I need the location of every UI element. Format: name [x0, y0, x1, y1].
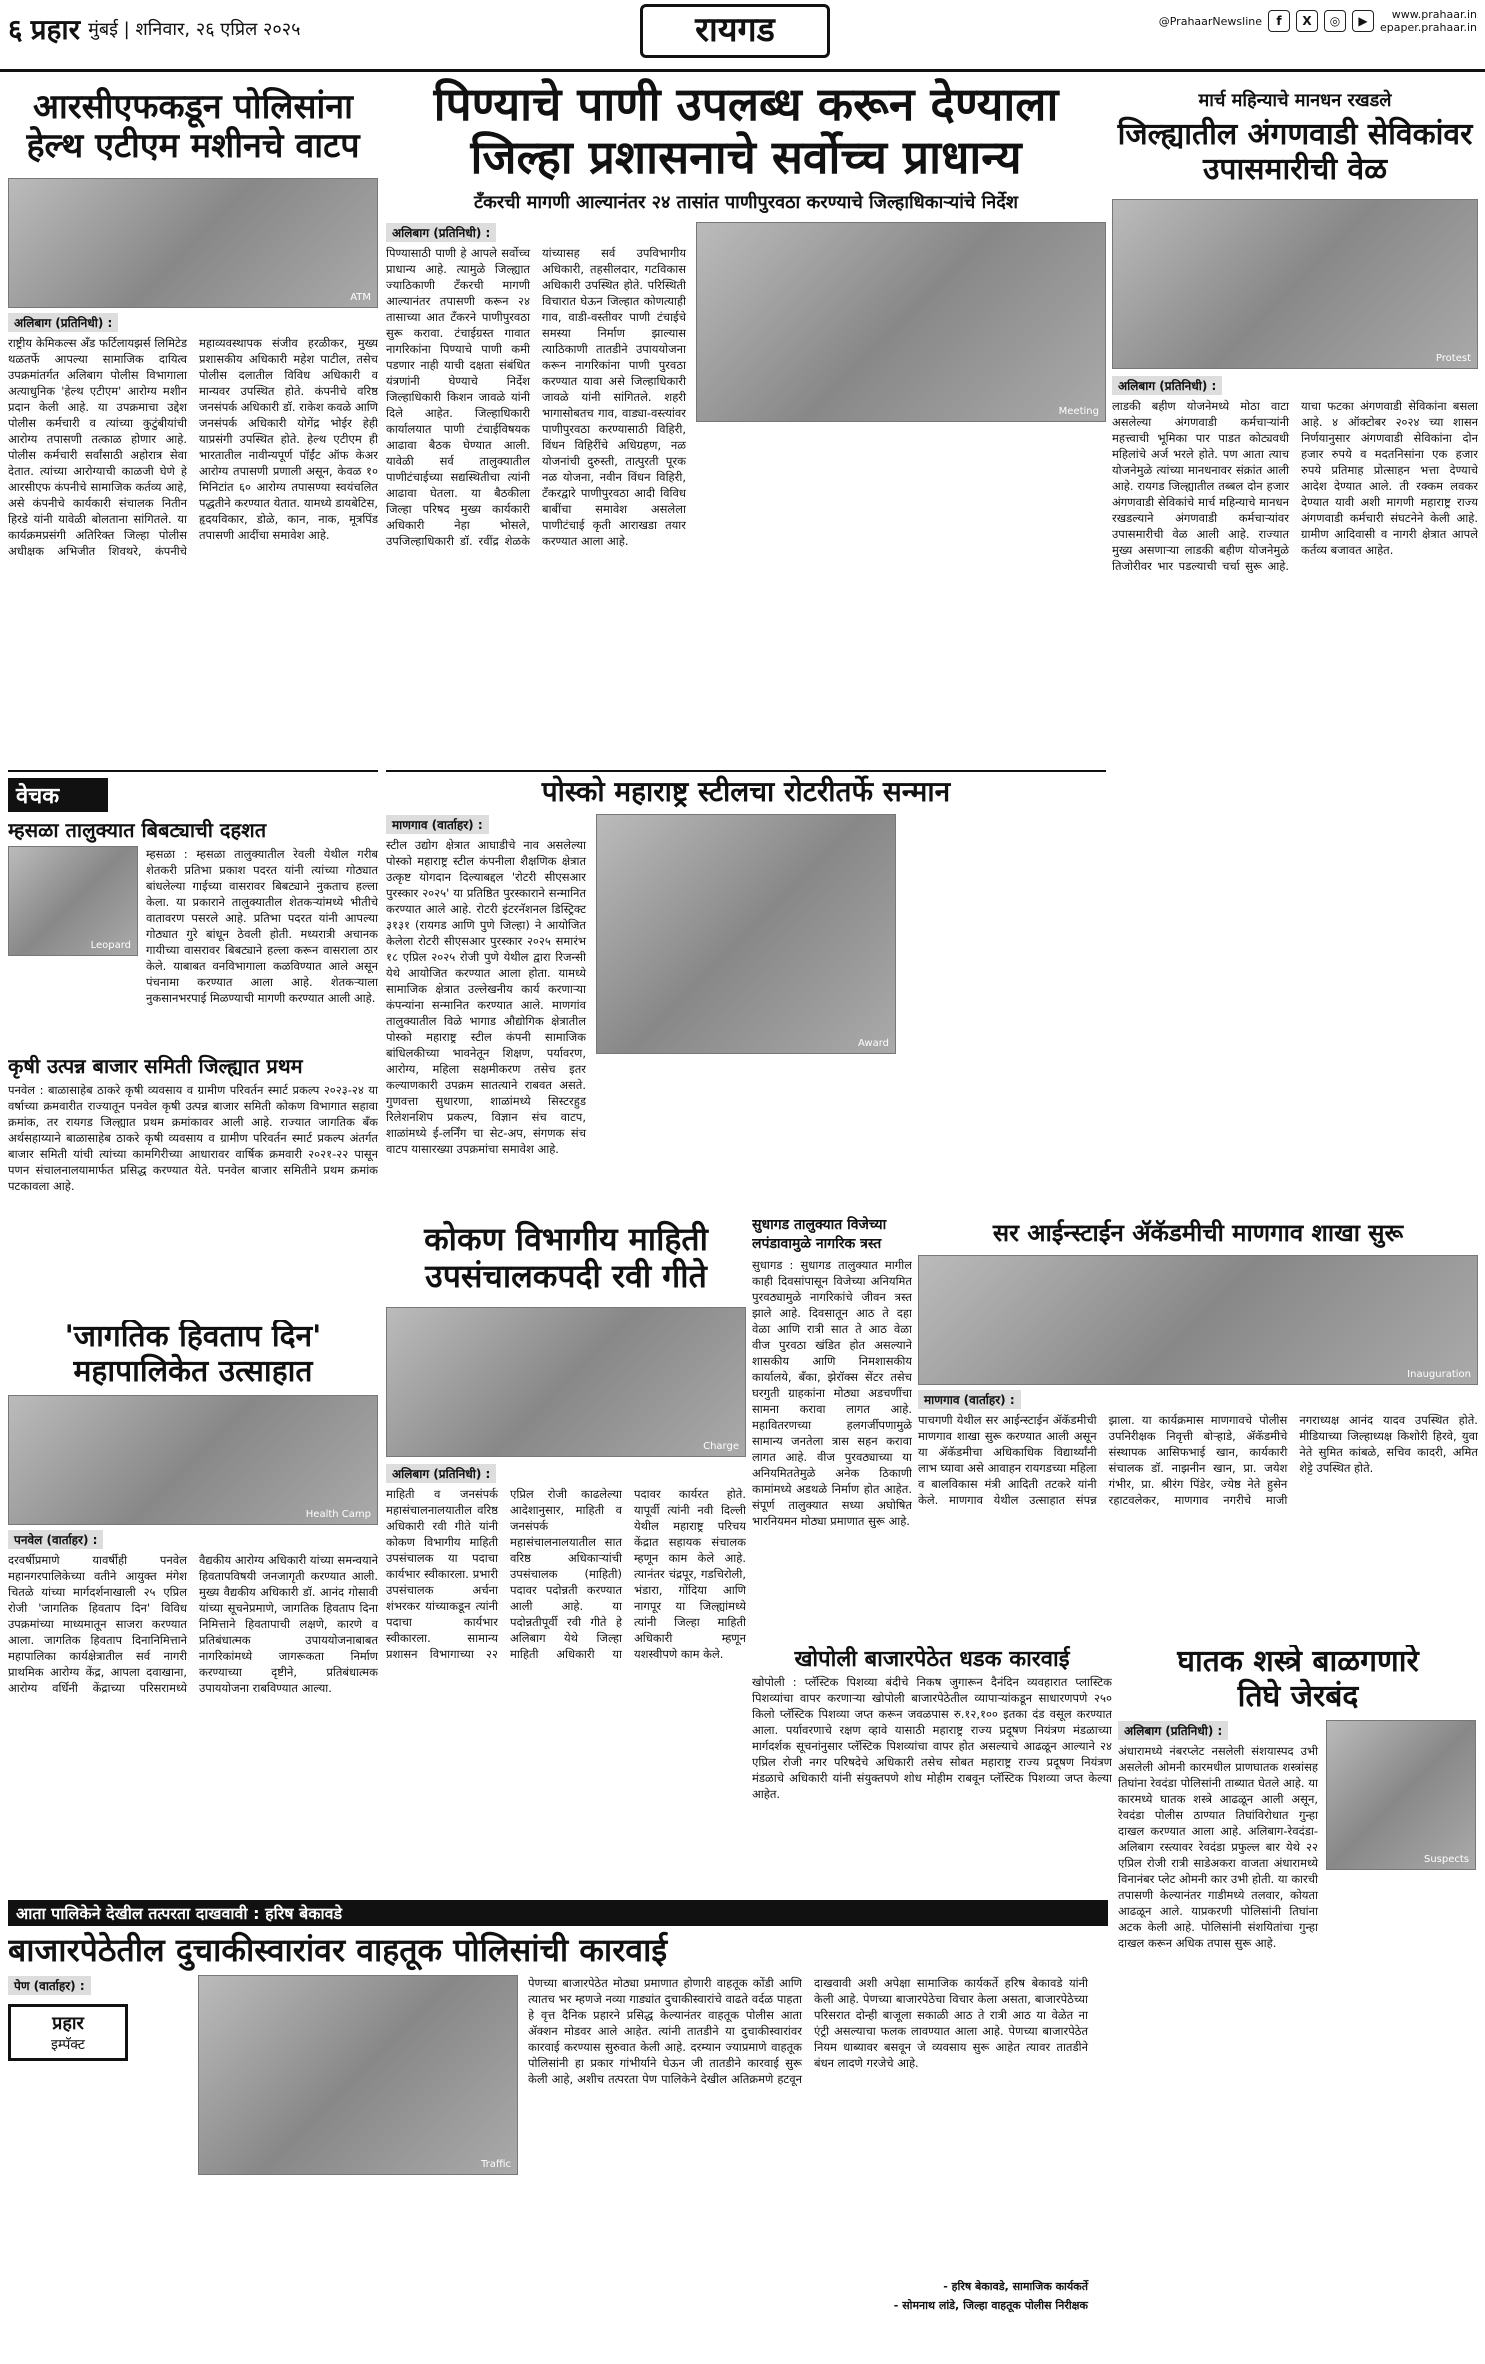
article-malaria: [8, 1320, 378, 1890]
water-byline: अलिबाग (प्रतिनिधी) :: [386, 223, 496, 242]
rcf-body: राष्ट्रीय केमिकल्स अँड फर्टिलायझर्स लिमिटेड थळतर्फे आपल्या सामाजिक दायित्व उपक्रमांतर्गत अलिबाग पोलीस विभागाला अत्याधुनिक 'हेल्थ एटीएम' आरोग्य मशीन प्रदान केली आहे. या उपक्रमाचा उद्देश पोलीस कर्मचारी व त्यांच्या कुटुंबीयांची आरोग्य तपासणी तत्काळ होणार आहे. पोलीस कर्मचारी सर्वांसाठी अहोरात्र सेवा देतात. त्यांच्या आरोग्याची काळजी घेणे हे आरसीएफ कंपनीचे सामाजिक कर्तव्य आहे, असे कंपनीचे कार्यकारी संचालक नितीन हिरडे यांनी यावेळी बोलताना सांगितले. या कार्यक्रमप्रसंगी अतिरिक्त जिल्हा पोलीस अधीक्षक अभिजीत शिवथरे, कंपनीचे महाव्यवस्थापक संजीव हरळीकर, मुख्य प्रशासकीय अधिकारी महेश पाटील, तसेच पोलीस दलातील विविध अधिकारी व मान्यवर उपस्थित होते. कंपनीचे वरिष्ठ जनसंपर्क अधिकारी डॉ. राकेश कवळे आणि जनसंपर्क अधिकारी योगेंद्र भोईर हेही याप्रसंगी उपस्थित होते. हेल्थ एटीएम ही भारतातील नावीन्यपूर्ण पॉईंट ऑफ केअर आरोग्य तपासणी प्रणाली असून, केवळ १० मिनिटांत ६० आरोग्य तपासण्या स्वयंचलित पद्धतीने करण्यात येतात. यामध्ये डायबेटिस, हृदयविकार, डोळे, कान, नाक, मूत्रपिंड तपासणी आदींचा समावेश आहे.: [8, 336, 378, 559]
edition-date: मुंबई | शनिवार, २६ एप्रिल २०२५: [88, 19, 301, 40]
anganwadi-headline: जिल्ह्यातील अंगणवाडी सेविकांवर उपासमारीची वेळ: [1117, 117, 1473, 187]
leopard-photo: Leopard: [8, 846, 138, 956]
paper-name: प्रहार: [30, 13, 81, 46]
konkan-body: माहिती व जनसंपर्क महासंचालनालयातील वरिष्ठ अधिकारी रवी गीते यांनी कोकण विभागीय माहिती उपसंचालक या पदाचा कार्यभार स्वीकारला. प्रभारी उपसंचालक अर्चना शंभरकर यांच्याकडून त्यांनी पदाचा कार्यभार स्वीकारला. सामान्य प्रशासन विभागाच्या २२ एप्रिल रोजी काढलेल्या आदेशानुसार, माहिती व जनसंपर्क महासंचालनालयातील सात वरिष्ठ अधिकाऱ्यांची उपसंचालक (माहिती) पदावर पदोन्नती करण्यात आली आहे. या पदोन्नतीपूर्वी रवी गीते हे अलिबाग येथे जिल्हा माहिती अधिकारी या पदावर कार्यरत होते. यापूर्वी त्यांनी नवी दिल्ली येथील महाराष्ट्र परिचय केंद्रात सहायक संचालक म्हणून काम केले आहे. त्यानंतर चंद्रपूर, गडचिरोली, भंडारा, गोंदिया आणि नागपूर या जिल्ह्यांमध्ये त्यांनी जिल्हा माहिती अधिकारी म्हणून यशस्वीपणे काम केले.: [386, 1486, 746, 1661]
article-pen: [8, 1900, 1108, 2355]
sudhagad-headline-line2: लपंडावामुळे नागरिक त्रस्त: [752, 1236, 882, 1252]
weapons-headline-line2: तिघे जेरबंद: [1237, 1678, 1359, 1714]
section-title: रायगड: [640, 4, 830, 58]
weapons-byline: अलिबाग (प्रतिनिधी) :: [1118, 1721, 1228, 1740]
rcf-headline: आरसीएफकडून पोलिसांना हेल्थ एटीएम मशीनचे वाटप: [26, 87, 360, 167]
water-body: पिण्यासाठी पाणी हे आपले सर्वोच्च प्राधान्य आहे. त्यामुळे जिल्ह्यात ज्याठिकाणी टँकरची मागणी आल्यानंतर तपासणी करून २४ तासाच्या आत टँकरने पाणीपुरवठा सुरू करावा. टंचाईग्रस्त गावात नागरिकांना पिण्याचे पाणी कमी पडणार नाही याची दक्षता संबंधित यंत्रणांनी घेण्याचे निर्देश जिल्हाधिकारी किशन जावळे यांनी दिले आहेत. जिल्हाधिकारी कार्यालयात पाणी टंचाईविषयक आढावा बैठक घेण्यात आली. यावेळी सर्व तालुक्यातील पाणीटंचाईच्या सद्यस्थितीचा त्यांनी आढावा घेतला. या बैठकीला जिल्हा परिषद मुख्य कार्यकारी अधिकारी नेहा भोसले, उपजिल्हाधिकारी डॉ. रवींद्र शेळके यांच्यासह सर्व उपविभागीय अधिकारी, तहसीलदार, गटविकास अधिकारी उपस्थित होते. परिस्थिती विचारात घेऊन जिल्हात कोणत्याही गाव, वाडी-वस्तीवर पाणी टंचाईचे समस्या निर्माण झाल्यास त्याठिकाणी तातडीने उपाययोजना करून नागरिकांना पाणी पुरवठा करण्यात यावा असे जिल्हाधिकारी जावळे यांनी सांगितले. शहरी भागासोबतच गाव, वाड्या-वस्त्यांवर पाणीपुरवठा करण्यासाठी विहिरी, विंधन विहिरींचे अधिग्रहण, नळ योजनांची दुरुस्ती, तात्पुरती पूरक नळ योजना, नवीन विंधन विहिरी, टँकरद्वारे पाणीपुरवठा आदी विविध बाबींचा समावेश असलेला पाणीटंचाई कृती आराखडा तयार करण्यात आला आहे.: [386, 245, 686, 548]
sudhagad-body: सुधागड : सुधागड तालुक्यात मागील काही दिवसांपासून विजेच्या अनियमित पुरवठ्यामुळे नागरिकांचे जीवन त्रस्त झाले आहे. दिवसातून आठ ते दहा वेळा आणि रात्री सात ते आठ वेळा वीज पुरवठा खंडित होत असल्याने शासकीय आणि निमशासकीय कार्यालये, बँका, झेरॉक्स सेंटर तसेच घरगुती ग्राहकांना मोठ्या अडचणींचा सामना करावा लागत आहे. महावितरणच्या हलगर्जीपणामुळे सामान्य जनतेला त्रास सहन करावा लागत आहे. वीज पुरवठ्याच्या या अनियमिततेमुळे अनेक ठिकाणी कामांमध्ये अडथळे निर्माण होत आहेत. संपूर्ण तालुक्यात सध्या अघोषित भारनियमन मोठ्या प्रमाणात सुरू आहे.: [752, 1258, 912, 1528]
konkan-byline: अलिबाग (प्रतिनिधी) :: [386, 1464, 496, 1483]
anganwadi-body: लाडकी बहीण योजनेमध्ये मोठा वाटा असलेल्या अंगणवाडी कर्मचाऱ्यांनी महत्त्वाची भूमिका पार पाडत कोट्यवधी महिलांचे अर्ज भरले होते. पण आता त्याच योजनेमुळे त्यांच्या मानधनावर संक्रांत आली आहे. रायगड जिल्ह्यातील तब्बल दोन हजार अंगणवाडी सेविकांचे मार्च महिन्याचे मानधन रखडल्याने अंगणवाडी कर्मचाऱ्यांवर उपासमारीची वेळ आली आहे. राज्यात मुख्य असणाऱ्या लाडकी बहीण योजनेमुळे तिजोरीवर भार पडल्याची चर्चा सुरू आहे. याचा फटका अंगणवाडी सेविकांना बसला आहे. ४ ऑक्टोबर २०२४ च्या शासन निर्णयानुसार अंगणवाडी सेविकांना दोन हजार रुपये व मदतनिसांना एक हजार रुपये प्रतिमाह प्रोत्साहन भत्ता देण्याचे आदेश देण्यात आले. ती रक्कम लवकर देण्यात यावी अशी मागणी महाराष्ट्र राज्य अंगणवाडी कर्मचारी संघटनेने केली आहे. ग्रामीण आदिवासी व नागरी क्षेत्रात आपले कर्तव्य बजावत आहेत.: [1112, 399, 1478, 573]
malaria-body: दरवर्षीप्रमाणे यावर्षीही पनवेल महानगरपालिकेच्या वतीने आयुक्त मंगेश चितळे यांच्या मार्गदर्शनाखाली २५ एप्रिल रोजी 'जागतिक हिवताप दिन' विविध उपक्रमांच्या माध्यमातून साजरा करण्यात आला. जागतिक हिवताप दिनानिमित्ताने महापालिका कार्यक्षेत्रातील सर्व नागरी प्राथमिक आरोग्य केंद्र, आपला दवाखाना, आरोग्य वर्धिनी केंद्राच्या परिसरामध्ये वैद्यकीय आरोग्य अधिकारी यांच्या समन्वयाने हिवतापविषयी जनजागृती करण्यात आली. मुख्य वैद्यकीय अधिकारी डॉ. आनंद गोसावी यांच्या सूचनेप्रमाणे, जागतिक हिवताप दिना निमित्ताने हिवतापाची लक्षणे, कारणे व प्रतिबंधात्मक उपाययोजनाबाबत नागरिकांमध्ये जागरूकता निर्माण करण्याच्या दृष्टीने, प्रतिबंधात्मक उपाययोजना राबविण्यात आल्या.: [8, 1553, 378, 1695]
anganwadi-photo: Protest: [1112, 199, 1478, 369]
anganwadi-kicker: मार्च महिन्याचे मानधन रखडले: [1198, 90, 1392, 111]
facebook-icon[interactable]: f: [1268, 10, 1290, 32]
anganwadi-byline: अलिबाग (प्रतिनिधी) :: [1112, 376, 1222, 395]
epaper-link[interactable]: epaper.prahaar.in: [1380, 21, 1477, 34]
einstein-photo: Inauguration: [918, 1255, 1478, 1385]
website-link[interactable]: www.prahaar.in: [1391, 8, 1477, 21]
leopard-body: म्हसळा : म्हसळा तालुक्यातील रेवली येथील गरीब शेतकरी प्रतिभा प्रकाश पदरत यांनी त्यांच्या गोठ्यात बांधलेल्या गाईच्या वासरावर बिबट्याने नुकताच हल्ला केला. या प्रकाराने तालुक्यातील शेतकऱ्यांमध्ये भीतीचे वातावरण पसरले आहे. प्रतिभा पदरत यांनी आपल्या गोठ्यात गुरे बांधून ठेवली होती. मध्यरात्री अचानक गायीच्या वासरावर बिबट्याने हल्ला करून वासराला ठार केले. याबाबत वनविभागाला कळविण्यात आले असून पंचनामा करण्यात आला आहे. शेतकऱ्याला नुकसानभरपाई मिळण्याची मागणी करण्यात आली आहे.: [146, 847, 378, 1005]
water-headline-line2: जिल्हा प्रशासनाचे सर्वोच्च प्राधान्य: [470, 129, 1022, 184]
malaria-headline-line2: महापालिकेत उत्साहात: [73, 1353, 313, 1389]
prahaar-impact-stamp: प्रहार इम्पॅक्ट: [8, 2004, 128, 2061]
posco-award-photo: Award: [596, 814, 896, 1054]
water-headline-line1: पिण्याचे पाणी उपलब्ध करून देण्याला: [433, 78, 1059, 131]
khopoli-headline: खोपोली बाजारपेठेत धडक कारवाई: [794, 1646, 1070, 1672]
article-rcf: [8, 78, 378, 768]
article-khopoli: [752, 1645, 1112, 1915]
pen-banner: आता पालिकेने देखील तत्परता दाखवावी : हरिष बेकावडे: [8, 1900, 1108, 1926]
posco-body: स्टील उद्योग क्षेत्रात आघाडीचे नाव असलेल्या पोस्को महाराष्ट्र स्टील कंपनीला शैक्षणिक क्षेत्रात उत्कृष्ट योगदान दिल्याबद्दल 'रोटरी सीएसआर पुरस्कार २०२५' या प्रतिष्ठित पुरस्काराने सन्मानित करण्यात आले आहे. रोटरी इंटरनॅशनल डिस्ट्रिक्ट ३१३१ (रायगड आणि पुणे जिल्हा) ने आयोजित केलेला रोटरी सीएसआर पुरस्कार २०२५ समारंभ १८ एप्रिल २०२५ रोजी पुणे येथील द्वारा रिजन्सी येथे आयोजित करण्यात आला होता. यामध्ये सामाजिक क्षेत्रात उल्लेखनीय कार्य करणाऱ्या कंपन्यांना सन्मानित करण्यात आले. माणगांव तालुक्यातील विळे भागाड औद्योगिक क्षेत्रातील पोस्को महाराष्ट्र स्टील कंपनी सामाजिक बांधिलकीच्या भावनेतून शिक्षण, पर्यावरण, आरोग्य, महिला सक्षमीकरण तसेच इतर कल्याणकारी उपक्रम सातत्याने राबवत असते. गुणवत्ता सुधारणा, शाळांमध्ये सिस्टरहुड रिलेशनशिप प्रकल्प, विज्ञान संच वाटप, शाळांमध्ये ई-लर्निंग चा सेट-अप, संगणक संच वाटप यासारख्या उपक्रमांचा समावेश आहे.: [386, 838, 586, 1157]
malaria-headline-line1: 'जागतिक हिवताप दिन': [64, 1320, 322, 1354]
divider: [8, 770, 378, 772]
pen-body: पेणच्या बाजारपेठेत मोठ्या प्रमाणात होणारी वाहतूक कोंडी आणि त्यातच भर म्हणजे नव्या गाड्यांत दुचाकीस्वारांचे वाढते वर्दळ पाहता हे वृत्त दैनिक प्रहारने प्रसिद्ध केल्यानंतर वाहतूक पोलीस आता ॲक्शन मोडवर आले आहेत. त्यांनी तातडीने या दुचाकीस्वारांवर कारवाई करण्यास सुरुवात केली आहे. दरम्यान ज्याप्रमाणे वाहतूक पोलिसांनी हा प्रकार गांभीर्याने घेऊन जी तातडीने कारवाई सुरू केली आहे, अशीच तत्परता पेण पालिकेने देखील अतिक्रमणे हटवून दाखवावी अशी अपेक्षा सामाजिक कार्यकर्ते हरिष बेकावडे यांनी केली आहे. पेणच्या बाजारपेठेचा विचार केला असता, बाजारपेठेच्या परिसरात दोन्ही बाजूला सकाळी आठ ते रात्री आठ या वेळेत ना एंट्री असल्याचा फलक लावण्यात आला आहे. पेणच्या बाजारपेठेत नियम धाब्यावर बसवून जे व्यवसाय सुरू आहेत त्यावर तातडीने बंधन लादणे गरजेचे आहे.: [528, 1975, 1088, 2086]
vechak-label: वेचक: [8, 778, 108, 812]
page-number: ६: [8, 13, 23, 46]
sudhagad-headline-line1: सुधागड तालुक्यात विजेच्या: [752, 1217, 887, 1233]
article-einstein: [918, 1215, 1478, 1635]
malaria-byline: पनवेल (वार्ताहर) :: [8, 1530, 103, 1549]
weapons-body: अंधारामध्ये नंबरप्लेट नसलेली संशयास्पद उभी असलेली ओमनी कारमधील प्राणघातक शस्त्रांसह तिघांना रेवदंडा पोलिसांनी ताब्यात घेतले आहे. या कारमध्ये घातक शस्त्रे आढळून आली असून, रेवदंडा पोलीस ठाण्यात तिघांविरोधात गुन्हा दाखल करण्यात आला आहे. अलिबाग-रेवदंडा-अलिबाग रस्त्यावर रेवदंडा प्रफुल्ल बार येथे २२ एप्रिल रोजी रात्री साडेअकरा वाजता अंधारामध्ये विनानंबर प्लेट ओमनी कार उभी होती. या कारची तपासणी केल्यानंतर गाडीमध्ये तलवार, कोयता आढळून आले. याप्रकरणी पोलिसांनी तिघांना अटक केली आहे. पोलिसांनी संशयितांचा गुन्हा दाखल करून अधिक तपास सुरू आहे.: [1118, 1744, 1318, 1950]
vechak-column: [8, 778, 378, 1308]
traffic-photo: Traffic: [198, 1975, 518, 2175]
suspects-photo: Suspects: [1326, 1720, 1476, 1870]
einstein-body: पाचगणी येथील सर आईन्स्टाईन ॲकॅडमीची माणगाव शाखा सुरू करण्यात आली असून या ॲकॅडमीचा अधिकाधिक विद्यार्थ्यांनी लाभ घ्यावा असे आवाहन रायगडच्या महिला व बालविकास मंत्री आदिती तटकरे यांनी केले. माणगाव येथील उत्साहात संपन्न झाला. या कार्यक्रमास माणगावचे पोलीस उपनिरीक्षक निवृत्ती बोऱ्हाडे, ॲकॅडमीचे संस्थापक आसिफभाई खान, कार्यकारी संचालक डॉ. नाझनीन खान, प्रा. जयेश गंभीर, प्रा. श्रीरंग पिंडेर, ज्येष्ठ नेते हुसेन रहाटवलेकर, माणगाव नगरीचे माजी नगराध्यक्ष आनंद यादव उपस्थित होते. मीडियाच्या जिल्हाध्यक्ष किशोरी हिरवे, युवा नेते सुमित कांबळे, सचिव कादरी, अमित शेट्टे उपस्थित होते.: [918, 1412, 1478, 1507]
posco-byline: माणगाव (वार्ताहर) :: [386, 815, 489, 834]
einstein-byline: माणगाव (वार्ताहर) :: [918, 1390, 1021, 1409]
instagram-icon[interactable]: ◎: [1324, 10, 1346, 32]
konkan-photo: Charge: [386, 1307, 746, 1457]
weapons-headline-line1: घातक शस्त्रे बाळगणारे: [1177, 1645, 1419, 1679]
youtube-icon[interactable]: ▶: [1352, 10, 1374, 32]
x-icon[interactable]: X: [1296, 10, 1318, 32]
article-konkan: [386, 1215, 746, 1795]
malaria-photo: Health Camp: [8, 1395, 378, 1525]
khopoli-body: खोपोली : प्लॅस्टिक पिशव्या बंदीचे निकष जुगारून दैनंदिन व्यवहारात प्लास्टिक पिशव्यांचा वापर करणाऱ्या खोपोली बाजारपेठेतील व्यापाऱ्यांकडून साधारणपणे २५० किलो प्लॅस्टिक पिशव्या जप्त करून जवळपास रु.१२,१०० इतका दंड वसूल करण्यात आला. पर्यावरणाचे रक्षण व्हावे यासाठी महाराष्ट्र राज्य प्रदूषण नियंत्रण मंडळाच्या मार्गदर्शक सूचनांनुसार प्लॅस्टिक पिशव्यांचा वापर होत असल्याचे आढळून आल्याने २४ एप्रिल रोजी नगर परिषदेचे अधिकारी तसेच सोबत महाराष्ट्र राज्य प्रदूषण नियंत्रण मंडळाचे अधिकारी यांनी संयुक्तपणे शोध मोहीम राबवून प्लॅस्टिक पिशव्या जप्त केल्या आहेत.: [752, 1675, 1112, 1802]
masthead: [0, 0, 1485, 72]
pen-byline: पेण (वार्ताहर) :: [8, 1976, 91, 1995]
water-subheadline: टँकरची मागणी आल्यानंतर २४ तासांत पाणीपुरवठा करण्याचे जिल्हाधिकाऱ्यांचे निर्देश: [473, 191, 1019, 213]
article-anganwadi: [1112, 78, 1478, 778]
water-meeting-photo: Meeting: [696, 222, 1106, 422]
rcf-byline: अलिबाग (प्रतिनिधी) :: [8, 313, 118, 332]
apmc-body: पनवेल : बाळासाहेब ठाकरे कृषी व्यवसाय व ग्रामीण परिवर्तन स्मार्ट प्रकल्प २०२३-२४ या वर्षाच्या क्रमवारीत राज्यातून पनवेल कृषी उत्पन्न बाजार समिती कोकण विभागात सहावा क्रमांक, तर रायगड जिल्ह्यात प्रथम क्रमांकावर आली आहे. राज्यात जागतिक बँक अर्थसहाय्याने बाळासाहेब ठाकरे कृषी व्यवसाय व ग्रामीण परिवर्तन स्मार्ट प्रकल्प अंतर्गत बाजार समिती यांची त्यांच्या कामगिरीच्या आधारावर वार्षिक क्रमवारी २०२१-२२ पासून पणन संचालनालयामार्फत प्रसिद्ध करण्यात येते. पनवेल बाजार समितीने प्रथम क्रमांक पटकावला आहे.: [8, 1083, 378, 1193]
leopard-headline: म्हसळा तालुक्यात बिबट्याची दहशत: [8, 818, 267, 842]
article-water: [386, 78, 1106, 728]
einstein-headline: सर आईन्स्टाईन ॲकॅडमीची माणगाव शाखा सुरू: [992, 1218, 1404, 1247]
pen-quote-1: - हरिष बेकावडे, सामाजिक कार्यकर्ते: [943, 2279, 1088, 2293]
rcf-photo: ATM: [8, 178, 378, 308]
article-posco: [386, 770, 1106, 1210]
twitter-handle[interactable]: @PrahaarNewsline: [1158, 14, 1262, 28]
posco-headline: पोस्को महाराष्ट्र स्टीलचा रोटरीतर्फे सन्मान: [386, 770, 1106, 814]
pen-headline: बाजारपेठेतील दुचाकीस्वारांवर वाहतूक पोलिसांची कारवाई: [8, 1931, 668, 1969]
article-weapons: [1118, 1645, 1478, 2345]
pen-quote-2: - सोमनाथ लांडे, जिल्हा वाहतूक पोलीस निरीक्षक: [893, 2298, 1088, 2312]
apmc-headline: कृषी उत्पन्न बाजार समिती जिल्ह्यात प्रथम: [8, 1054, 303, 1078]
konkan-headline: कोकण विभागीय माहिती उपसंचालकपदी रवी गीते: [424, 1220, 708, 1295]
